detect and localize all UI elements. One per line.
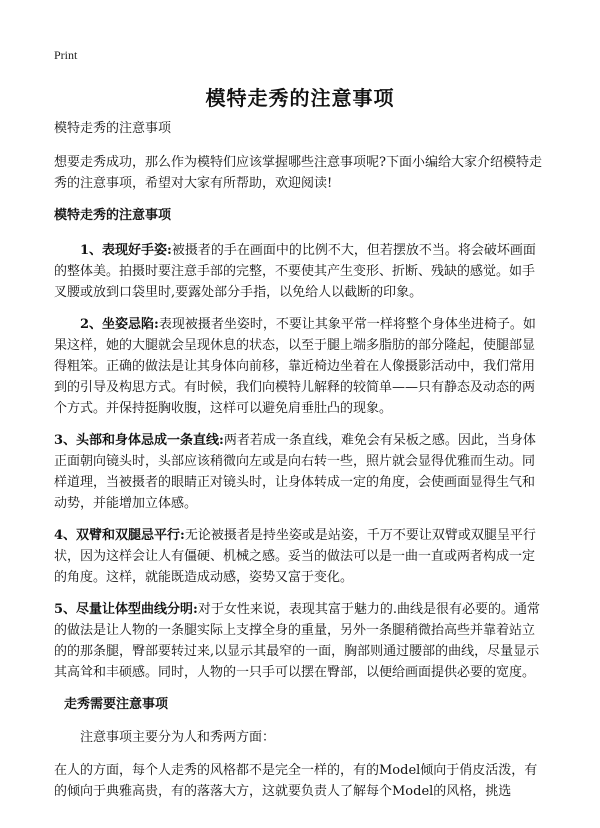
section-heading-1: 模特走秀的注意事项 xyxy=(54,208,172,223)
item-text: 被摄者的手在画面中的比例不大，但若摆放不当。将会破坏画面的整体美。拍摄时要注意手部的完整，不要使其产生变形、折断、残缺的感觉。如手叉腰或放到口袋里时,要露处部分手指，以免给人以截断的印象。 xyxy=(54,243,536,300)
item-lead: 3、头部和身体忌成一条直线: xyxy=(54,433,224,448)
intro-paragraph: 想要走秀成功，那么作为模特们应该掌握哪些注意事项呢?下面小编给大家介绍模特走秀的注意事项，希望对大家有所帮助，欢迎阅读! xyxy=(54,155,542,191)
item-lead: 1、表现好手姿: xyxy=(80,243,172,258)
list-item xyxy=(54,314,546,419)
item-text: 表现被摄者坐姿时，不要让其象平常一样将整个身体坐进椅子。如果这样，她的大腿就会呈现休息的状态，以至于腿上端多脂肪的部分隆起，使腿部显得粗笨。正确的做法是让其身体向前移，靠近椅边坐着在人像摄影活动中，我们常用到的引导及构思方式。有时候，我们向模特儿解释的较简单——只有静态及动态的两个方式。并保持挺胸收腹，这样可以避免肩垂肚凸的现象。 xyxy=(54,317,536,416)
list-item xyxy=(54,430,546,514)
list-item xyxy=(54,599,546,683)
document-title: 模特走秀的注意事项 xyxy=(205,86,395,110)
item-lead: 2、坐姿忌陷: xyxy=(80,317,159,332)
list-item xyxy=(54,240,546,303)
section-heading-2: 走秀需要注意事项 xyxy=(64,697,169,712)
item-text: 无论被摄者是持坐姿或是站姿，千万不要让双臂或双腿呈平行状，因为这样会让人有僵硬、机械之感。妥当的做法可以是一曲一直或两者构成一定的角度。这样，就能既造成动感，姿势又富于变化。 xyxy=(54,528,536,585)
list-item xyxy=(54,525,546,588)
item-text: 对于女性来说，表现其富于魅力的.曲线是很有必要的。通常的做法是让人物的一条腿实际上支撑全身的重量，另外一条腿稍微抬高些并靠着站立的的那条腿，臀部要转过来,以显示其最窄的一面，胸部则通过腰部的曲线，尽量显示其高耸和丰硕感。同时，人物的一只手可以摆在臀部，以便给画面提供必要的宽度。 xyxy=(54,602,540,680)
note-paragraph: 注意事项主要分为人和秀两方面： xyxy=(80,730,276,745)
last-paragraph: 在人的方面，每个人走秀的风格都不是完全一样的，有的Model倾向于俏皮活泼，有的倾向于典雅高贵，有的落落大方，这就要负责人了解每个Model的风格，挑选 xyxy=(54,763,538,799)
item-text: 两者若成一条直线，难免会有呆板之感。因此，当身体正面朝向镜头时，头部应该稍微向左或是向右转一些，照片就会显得优雅而生动。同样道理，当被摄者的眼睛正对镜头时，让身体转成一定的角度，会使画面显得生气和动势，并能增加立体感。 xyxy=(54,433,536,511)
print-link[interactable]: Print xyxy=(54,48,78,62)
item-lead: 4、双臂和双腿忌平行: xyxy=(54,528,185,543)
document-body xyxy=(54,118,546,802)
subtitle: 模特走秀的注意事项 xyxy=(54,121,172,136)
item-lead: 5、尽量让体型曲线分明: xyxy=(54,602,198,617)
